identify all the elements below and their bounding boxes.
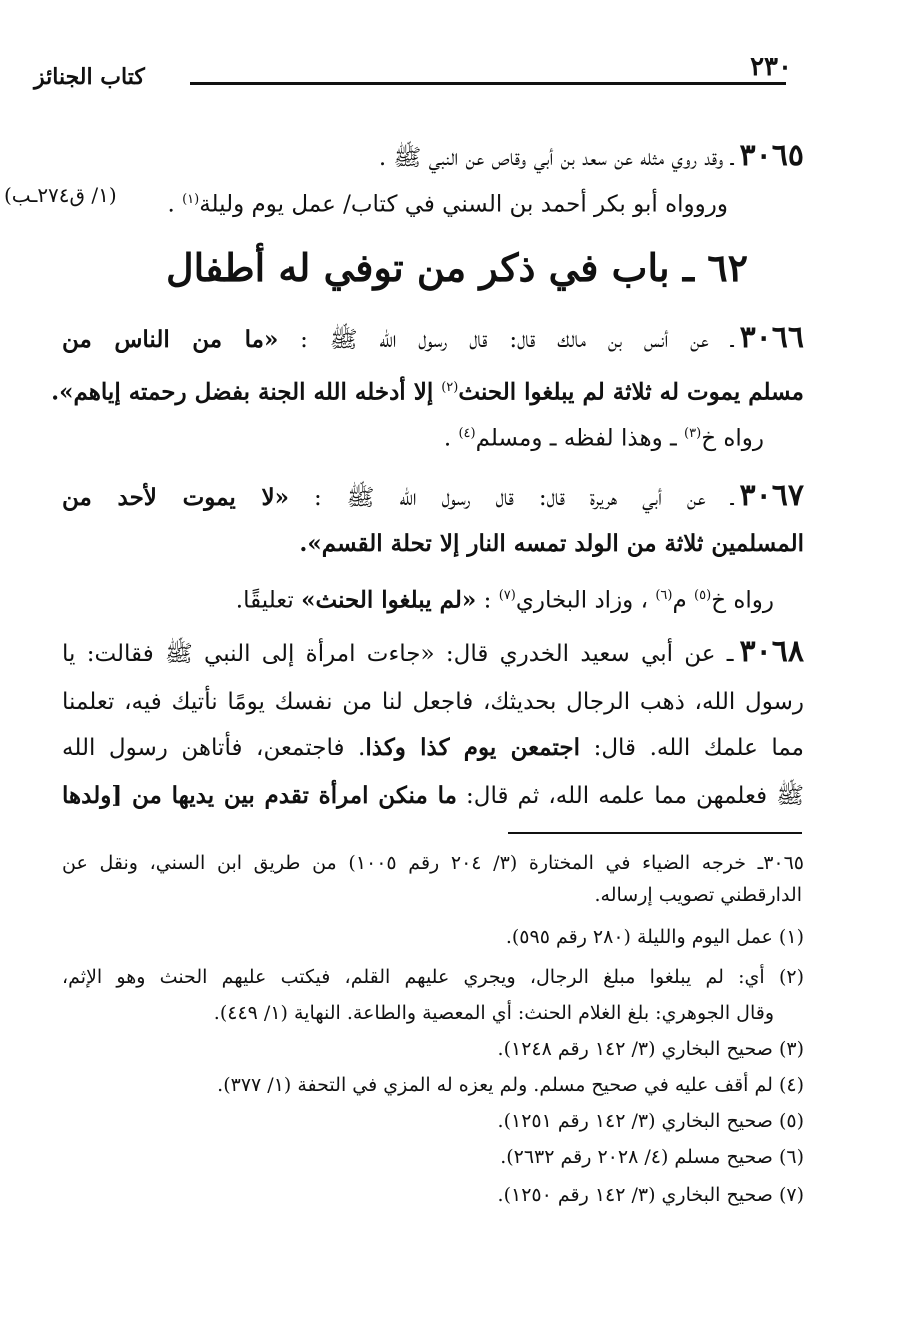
hadith-3066-line-3 [444, 414, 764, 459]
footnote-5: (٥) صحيح البخاري (٣/ ١٤٢ رقم ١٢٥١). [497, 1110, 804, 1132]
footnote-ref: (٦) [655, 588, 673, 603]
hadith-quote: ما منكن امرأة تقدم بين يديها من [ولدها [62, 782, 457, 809]
hadith-text: رسول الله، ذهب الرجال بحديثك، فاجعل لنا من نفسك يومًا نأتيك فيه، تعلمنا [62, 689, 804, 715]
footnote-3: (٣) صحيح البخاري (٣/ ١٤٢ رقم ١٢٤٨). [497, 1038, 804, 1060]
hadith-3067-line-2 [299, 524, 804, 564]
hadith-3066-line-1 [62, 318, 804, 360]
hadith-3065-line-2 [167, 180, 728, 225]
hadith-3068-line-3 [62, 728, 804, 768]
hadith-text: ـ وهذا لفظه ـ ومسلم [475, 425, 685, 452]
header-rule [190, 82, 786, 85]
hadith-quote: مسلم يموت له ثلاثة لم يبلغوا الحنث [458, 378, 804, 406]
hadith-text: ﷺ فعلمهن مما علمه الله، ثم قال: [456, 783, 804, 809]
hadith-3066-line-2 [51, 368, 804, 413]
hadith-3065-line-1 [379, 136, 804, 178]
footnote-separator [508, 832, 802, 834]
hadith-text: رواه خ [701, 425, 764, 452]
hadith-3068-line-1 [62, 632, 804, 674]
hadith-quote: «لم يبلغوا الحنث» [301, 586, 477, 614]
book-title: كتاب الجنائز [34, 64, 145, 90]
hadith-text: م [672, 587, 695, 614]
hadith-text: ـ عن أبي هريرة قال: قال رسول الله ﷺ : [288, 485, 734, 511]
footnote-ref: (٤) [458, 426, 476, 441]
hadith-text: ـ وقد روي مثله عن سعد بن أبي وقاص عن النبي ﷺ . [378, 145, 734, 171]
hadith-number: ٣٠٦٧ [739, 478, 804, 513]
hadith-3068-line-4 [62, 776, 804, 816]
hadith-quote: إلا أدخله الله الجنة بفضل رحمته إياهم». [51, 378, 442, 406]
hadith-text: . فاجتمعن، فأتاهن رسول الله [62, 735, 366, 761]
hadith-3067-line-3 [236, 576, 774, 621]
hadith-3067-line-1 [62, 476, 804, 518]
footnote-2-line-1: (٢) أي: لم يبلغوا مبلغ الرجال، ويجري عليهم القلم، فيكتب عليهم الحنث وهو الإثم، [62, 966, 804, 988]
hadith-text: رواه خ [711, 587, 774, 614]
footnote-7: (٧) صحيح البخاري (٣/ ١٤٢ رقم ١٢٥٠). [497, 1184, 804, 1206]
hadith-number: ٣٠٦٦ [739, 320, 805, 355]
hadith-text: . [443, 425, 459, 452]
footnote-ref: (٥) [694, 588, 712, 603]
hadith-quote: اجتمعن يوم كذا وكذا [365, 734, 581, 761]
hadith-text: تعليقًا. [235, 587, 302, 614]
hadith-quote: «ما من الناس من [62, 326, 279, 353]
manuscript-reference: (١/ ق٢٧٤ـب) [4, 183, 117, 207]
footnote-6: (٦) صحيح مسلم (٤/ ٢٠٢٨ رقم ٢٦٣٢). [500, 1146, 804, 1168]
footnote-4: (٤) لم أقف عليه في صحيح مسلم. ولم يعزه له المزي في التحفة (١/ ٣٧٧). [217, 1074, 804, 1096]
hadith-3068-line-2 [62, 682, 804, 722]
footnote-ref: (٧) [498, 588, 516, 603]
footnote-3065-line-2: الدارقطني تصويب إرساله. [594, 884, 802, 906]
hadith-text: ـ عن أبي سعيد الخدري قال: «جاءت امرأة إلى النبي ﷺ فقالت: يا [62, 641, 734, 667]
hadith-quote: المسلمين ثلاثة من الولد تمسه النار إلا تحلة القسم». [299, 530, 804, 557]
footnote-ref: (٣) [684, 426, 702, 441]
footnote-ref: (٢) [441, 380, 459, 395]
hadith-text: ـ عن أنس بن مالك قال: قال رسول الله ﷺ : [278, 327, 734, 353]
footnote-2-line-2: وقال الجوهري: بلغ الغلام الحنث: أي المعصية والطاعة. النهاية (١/ ٤٤٩). [213, 1002, 774, 1024]
chapter-heading: ٦٢ ـ باب في ذكر من توفي له أطفال [165, 245, 749, 290]
hadith-number: ٣٠٦٨ [739, 634, 804, 669]
hadith-quote: «لا يموت لأحد من [62, 484, 289, 511]
hadith-text: ، وزاد البخاري [515, 587, 656, 614]
hadith-number: ٣٠٦٥ [739, 138, 804, 173]
footnote-3065-line-1: ٣٠٦٥ـ خرجه الضياء في المختارة (٣/ ٢٠٤ رقم ١٠٠٥) من طريق ابن السني، ونقل عن [62, 852, 805, 874]
footnote-1: (١) عمل اليوم والليلة (٢٨٠ رقم ٥٩٥). [505, 926, 804, 948]
hadith-text: : [476, 587, 499, 614]
hadith-text: مما علمك الله. قال: [580, 735, 804, 761]
page-number: ٢٣٠ [750, 52, 792, 82]
hadith-text: وروواه أبو بكر أحمد بن السني في كتاب/ عمل يوم وليلة [199, 191, 728, 218]
hadith-text: . [167, 191, 183, 218]
footnote-ref: (١) [182, 192, 200, 207]
